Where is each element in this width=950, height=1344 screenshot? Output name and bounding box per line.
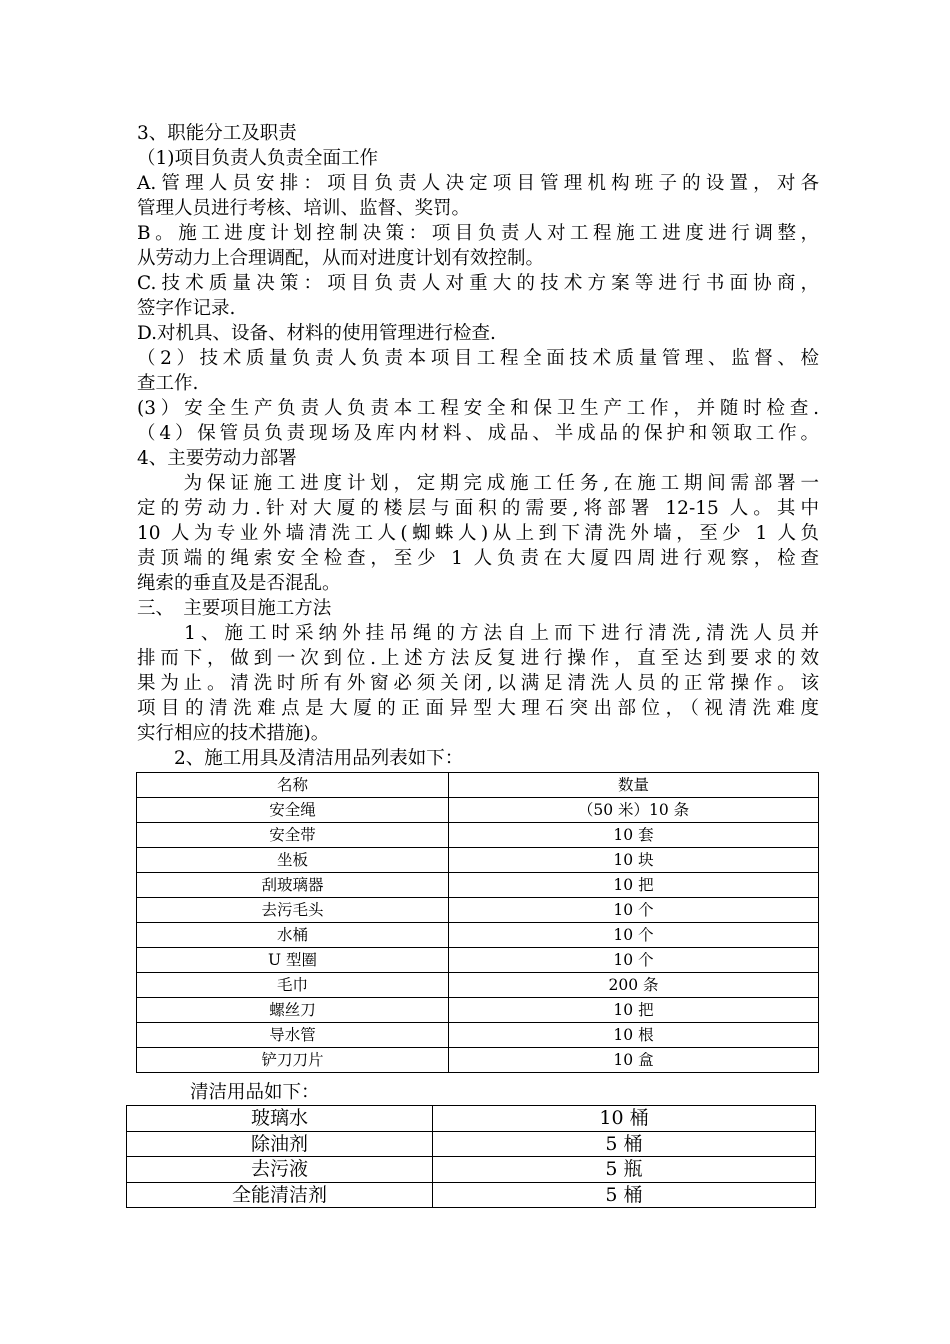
text-line: 1、施工时采纳外挂吊绳的方法自上而下进行清洗,清洗人员并 — [137, 623, 819, 644]
quantity-cell: 10 把 — [449, 873, 819, 898]
name-cell: 去污液 — [127, 1157, 433, 1183]
cleaning-heading: 清洁用品如下： — [190, 1082, 320, 1103]
quantity-cell: 5 桶 — [433, 1131, 816, 1157]
cleaning-table — [126, 1105, 816, 1208]
text-line: （2）技术质量负责人负责本项目工程全面技术质量管理、监督、检 — [137, 348, 819, 369]
text-line: 管理人员进行考核、培训、监督、奖罚。 — [137, 198, 471, 219]
text-line: B。施工进度计划控制决策：项目负责人对工程施工进度进行调整， — [137, 223, 819, 244]
text-line: 排而下，做到一次到位.上述方法反复进行操作，直至达到要求的效 — [137, 648, 819, 669]
table-row — [137, 1023, 819, 1048]
name-cell: U 型圈 — [137, 948, 449, 973]
name-cell: 坐板 — [137, 848, 449, 873]
quantity-cell: 10 块 — [449, 848, 819, 873]
table-row — [137, 848, 819, 873]
quantity-cell: 10 根 — [449, 1023, 819, 1048]
text-line: 查工作. — [137, 373, 199, 394]
quantity-cell: 5 桶 — [433, 1182, 816, 1208]
quantity-cell: 10 盒 — [449, 1048, 819, 1073]
text-line: 从劳动力上合理调配，从而对进度计划有效控制。 — [137, 248, 545, 269]
text-line: 10 人为专业外墙清洗工人(蜘蛛人)从上到下清洗外墙，至少 1 人负 — [137, 523, 819, 544]
table-row — [127, 1131, 816, 1157]
tools-table — [136, 772, 819, 1073]
text-line: D.对机具、设备、材料的使用管理进行检查. — [137, 323, 496, 344]
header-name: 名称 — [137, 773, 449, 798]
text-line: （4）保管员负责现场及库内材料、成品、半成品的保护和领取工作。 — [137, 423, 819, 444]
name-cell: 刮玻璃器 — [137, 873, 449, 898]
text-line: 签字作记录. — [137, 298, 236, 319]
quantity-cell: （50 米）10 条 — [449, 798, 819, 823]
name-cell: 去污毛头 — [137, 898, 449, 923]
table-row — [137, 873, 819, 898]
quantity-cell: 10 个 — [449, 923, 819, 948]
table-row — [127, 1157, 816, 1183]
name-cell: 导水管 — [137, 1023, 449, 1048]
text-line: 4、主要劳动力部署 — [137, 448, 297, 469]
table-row — [127, 1182, 816, 1208]
quantity-cell: 10 桶 — [433, 1106, 816, 1132]
name-cell: 全能清洁剂 — [127, 1182, 433, 1208]
text-line: C.技术质量决策：项目负责人对重大的技术方案等进行书面协商， — [137, 273, 819, 294]
name-cell: 毛巾 — [137, 973, 449, 998]
text-line: 实行相应的技术措施)。 — [137, 723, 330, 744]
text-line: 3、职能分工及职责 — [137, 123, 297, 144]
quantity-cell: 10 个 — [449, 948, 819, 973]
name-cell: 水桶 — [137, 923, 449, 948]
table-row — [137, 973, 819, 998]
body-text — [137, 121, 819, 771]
text-line: 2、施工用具及清洁用品列表如下： — [137, 748, 464, 769]
name-cell: 玻璃水 — [127, 1106, 433, 1132]
quantity-cell: 10 套 — [449, 823, 819, 848]
name-cell: 安全绳 — [137, 798, 449, 823]
name-cell: 安全带 — [137, 823, 449, 848]
table-row — [137, 998, 819, 1023]
name-cell: 螺丝刀 — [137, 998, 449, 1023]
table-row — [137, 898, 819, 923]
table-row — [127, 1106, 816, 1132]
table-header-row — [137, 773, 819, 798]
text-line: 果为止。清洗时所有外窗必须关闭,以满足清洗人员的正常操作。该 — [137, 673, 819, 694]
text-line: （1)项目负责人负责全面工作 — [137, 148, 378, 169]
text-line: 绳索的垂直及是否混乱。 — [137, 573, 341, 594]
table-row — [137, 823, 819, 848]
table-row — [137, 948, 819, 973]
quantity-cell: 200 条 — [449, 973, 819, 998]
text-line: A.管理人员安排：项目负责人决定项目管理机构班子的设置，对各 — [137, 173, 819, 194]
text-line: 定的劳动力.针对大厦的楼层与面积的需要,将部署 12-15 人。其中 — [137, 498, 819, 519]
text-line: 责顶端的绳索安全检查，至少 1 人负责在大厦四周进行观察，检查 — [137, 548, 819, 569]
table-row — [137, 798, 819, 823]
quantity-cell: 5 瓶 — [433, 1157, 816, 1183]
name-cell: 除油剂 — [127, 1131, 433, 1157]
name-cell: 铲刀刀片 — [137, 1048, 449, 1073]
quantity-cell: 10 个 — [449, 898, 819, 923]
text-line: 为保证施工进度计划，定期完成施工任务,在施工期间需部署一 — [137, 473, 819, 494]
table-row — [137, 1048, 819, 1073]
quantity-cell: 10 把 — [449, 998, 819, 1023]
table-row — [137, 923, 819, 948]
text-line: 三、 主要项目施工方法 — [137, 598, 332, 619]
header-quantity: 数量 — [449, 773, 819, 798]
text-line: 项目的清洗难点是大厦的正面异型大理石突出部位，（视清洗难度 — [137, 698, 819, 719]
text-line: (3）安全生产负责人负责本工程安全和保卫生产工作，并随时检查. — [137, 398, 819, 419]
